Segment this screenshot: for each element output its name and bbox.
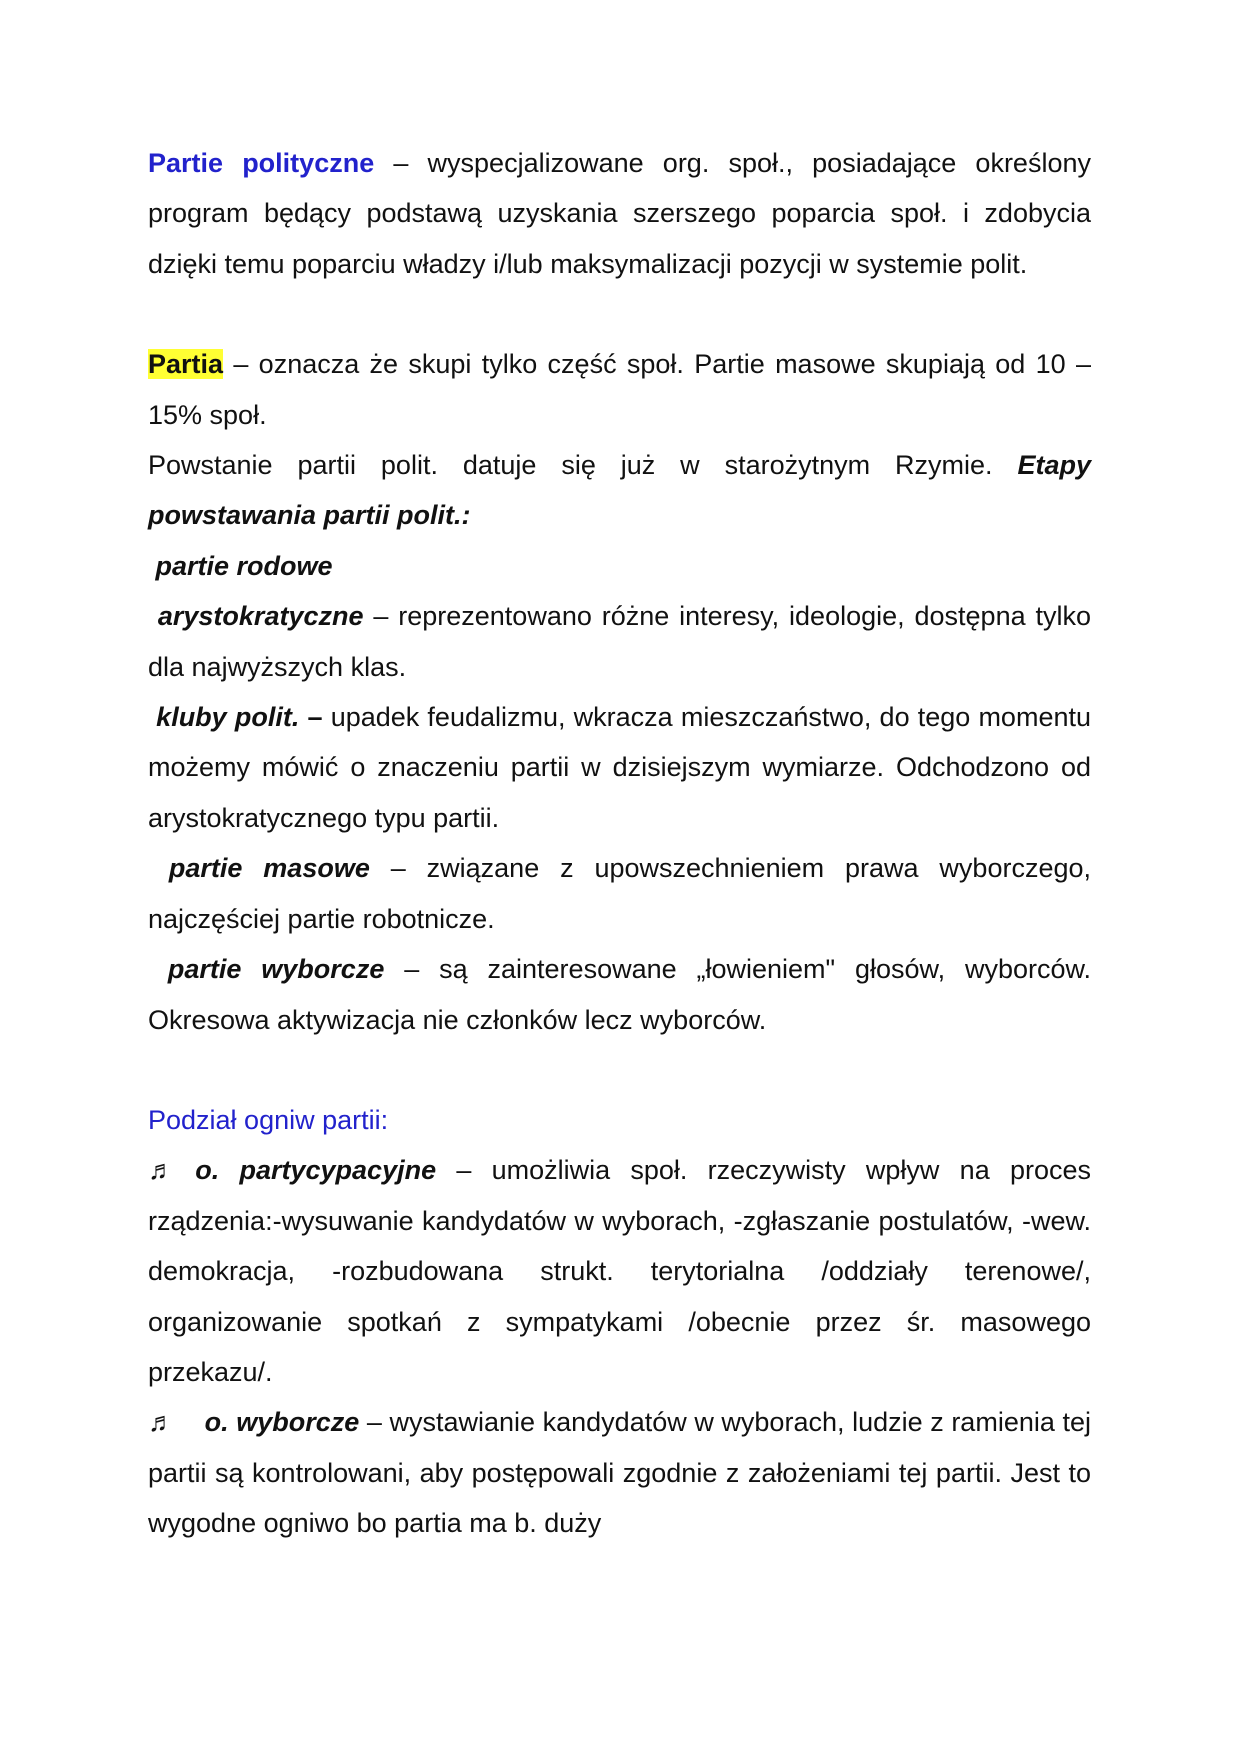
ogniwo-term: o. partycypacyjne	[195, 1155, 437, 1186]
stage-dash: –	[299, 702, 331, 733]
definition-text: – wyspecjalizowane org. społ., posiadające określony program będący podstawą uzyskania szerszego poparcia społ. i zdobycia dzięki temu poparciu władzy i/lub maksymalizacji pozycji w systemie polit.	[148, 148, 1091, 279]
partia-text: – oznacza że skupi tylko część społ. Partie masowe skupiają od 10 – 15% społ.	[148, 349, 1091, 430]
section-title-podzial-ogniw: Podział ogniw partii:	[148, 1104, 389, 1135]
paragraph-gap	[148, 1045, 1091, 1095]
paragraph-gap	[148, 289, 1091, 339]
paragraph-partia	[148, 339, 1091, 440]
stage-term: kluby polit.	[156, 702, 300, 733]
ogniwo-term: o. wyborcze	[204, 1407, 360, 1438]
stages-heading: Etapy powstawania partii polit.:	[148, 450, 1091, 531]
stage-text: – są zainteresowane „łowieniem" głosów, wyborców. Okresowa aktywizacja nie członków lecz wyborców.	[148, 954, 1091, 1035]
ogniwo-text: – wystawianie kandydatów w wyborach, ludzie z ramienia tej partii są kontrolowani, aby postępowali zgodnie z założeniami tej partii. Jest to wygodne ogniwo bo partia ma b. duży	[148, 1407, 1091, 1539]
origin-text: Powstanie partii polit. datuje się już w starożytnym Rzymie.	[148, 450, 1018, 481]
stage-term: partie masowe	[168, 853, 370, 884]
music-note-bullet-icon: ♬	[148, 1407, 175, 1438]
stage-term: arystokratyczne	[157, 601, 364, 632]
stage-term: partie wyborcze	[167, 954, 385, 985]
document-body	[148, 138, 1091, 1549]
stage-text: – reprezentowano różne interesy, ideologie, dostępna tylko dla najwyższych klas.	[148, 601, 1091, 682]
paragraph-origin	[148, 440, 1091, 541]
ogniwo-item	[148, 1397, 1091, 1548]
music-note-bullet-icon: ♬	[148, 1155, 175, 1186]
stage-item	[148, 843, 1091, 944]
stage-item	[148, 541, 1091, 591]
ogniwo-item	[148, 1145, 1091, 1397]
term-partia-highlighted: Partia	[148, 349, 224, 380]
paragraph-definition	[148, 138, 1091, 289]
stage-item	[148, 692, 1091, 843]
stage-text: – związane z upowszechnieniem prawa wyborczego, najczęściej partie robotnicze.	[148, 853, 1091, 934]
stage-term: partie rodowe	[155, 550, 333, 581]
ogniwo-text: – umożliwia społ. rzeczywisty wpływ na proces rządzenia:-wysuwanie kandydatów w wyborach, -zgłaszanie postulatów, -wew. demokracja, -rozbudowana strukt. terytorialna /oddziały terenowe/, organizowanie spotkań z sympatykami /obecnie przez śr. masowego przekazu/.	[148, 1155, 1091, 1387]
stage-item	[148, 591, 1091, 692]
stage-text: upadek feudalizmu, wkracza mieszczaństwo, do tego momentu możemy mówić o znaczeniu partii w dzisiejszym wymiarze. Odchodzono od arystokratycznego typu partii.	[148, 702, 1091, 833]
term-partie-polityczne: Partie polityczne	[148, 148, 375, 178]
stage-item	[148, 944, 1091, 1045]
